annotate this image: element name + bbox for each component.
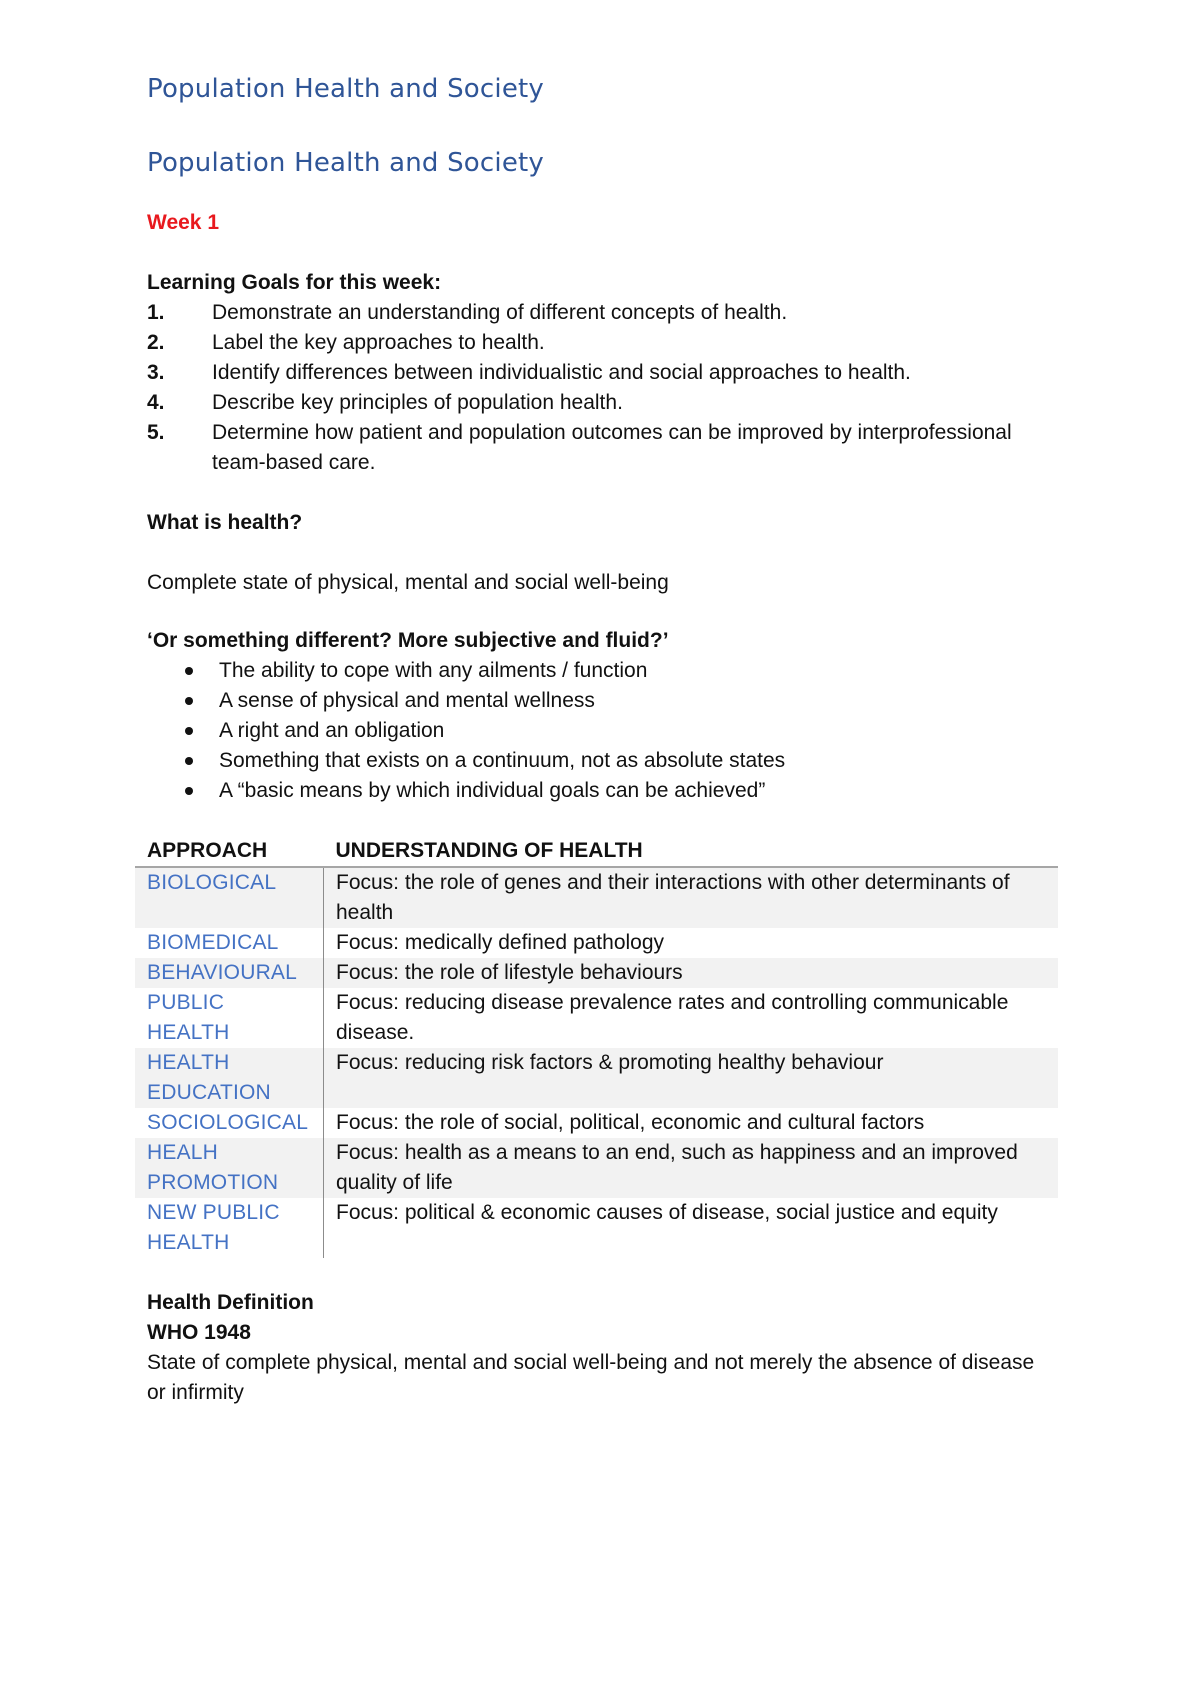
approach-cell: SOCIOLOGICAL [135,1108,324,1138]
list-item-text: A right and an obligation [219,719,445,742]
list-item-text: Label the key approaches to health. [212,331,545,354]
list-item-text: Demonstrate an understanding of different concepts of health. [212,301,788,324]
table-row [135,1138,1058,1198]
bullet-icon [185,727,193,735]
understanding-cell: Focus: medically defined pathology [336,931,665,954]
approach-cell: NEW PUBLIC HEALTH [135,1198,324,1258]
list-item [147,358,1057,388]
learning-goals-heading: Learning Goals for this week: [147,271,442,294]
learning-goals-list [147,298,1057,478]
list-item-text: A “basic means by which individual goals can be achieved” [219,779,766,802]
understanding-cell: Focus: health as a means to an end, such as happiness and an improved quality of life [324,1138,1059,1198]
understanding-cell: Focus: the role of genes and their interactions with other determinants of health [324,867,1059,928]
table-row [135,867,1058,928]
table-row [135,1108,1058,1138]
list-item [147,716,1057,746]
table-header-row [135,836,1058,867]
list-item [147,298,1057,328]
list-item-text: Describe key principles of population health. [212,391,623,414]
what-is-health-heading: What is health? [147,511,303,534]
table-row [135,1048,1058,1108]
approach-cell: BIOMEDICAL [135,928,324,958]
approaches-table [135,836,1058,1258]
table-row [135,1198,1058,1258]
column-header-understanding: UNDERSTANDING OF HEALTH [324,836,1059,867]
understanding-cell: Focus: reducing disease prevalence rates and controlling communicable disease. [336,991,1009,1044]
list-item [147,388,1057,418]
bullet-icon [185,787,193,795]
understanding-cell: Focus: the role of lifestyle behaviours [324,958,1059,988]
health-definition-text: State of complete physical, mental and social well-being and not merely the absence of disease or infirmity [147,1351,1035,1404]
list-item-text: A sense of physical and mental wellness [219,689,595,712]
list-item-text: Identify differences between individualistic and social approaches to health. [212,361,911,384]
approach-cell: BIOLOGICAL [135,867,324,928]
approach-cell: HEALH PROMOTION [135,1138,324,1198]
list-item [147,656,1057,686]
list-number: 5. [147,421,165,444]
list-item [147,776,1057,806]
health-definition-heading: Health Definition [147,1291,314,1314]
subjective-question: ‘Or something different? More subjective and fluid?’ [147,629,669,652]
list-item-text: Determine how patient and population outcomes can be improved by interprofessional team-based care. [212,421,1012,474]
understanding-cell: Focus: political & economic causes of disease, social justice and equity [336,1201,998,1224]
bullet-icon [185,667,193,675]
document-content [147,70,1057,1408]
table-row [135,958,1058,988]
health-definition-source: WHO 1948 [147,1321,251,1344]
health-concepts-list [147,656,1057,806]
week-label: Week 1 [147,211,219,234]
column-header-approach: APPROACH [135,836,324,867]
understanding-cell: Focus: the role of social, political, economic and cultural factors [336,1111,925,1134]
list-item [147,418,1057,478]
bullet-icon [185,697,193,705]
list-item [147,746,1057,776]
bullet-icon [185,757,193,765]
understanding-cell: Focus: reducing risk factors & promoting healthy behaviour [324,1048,1059,1108]
approach-cell: HEALTH EDUCATION [135,1048,324,1108]
table-row [135,928,1058,958]
approach-cell: BEHAVIOURAL [135,958,324,988]
list-number: 2. [147,331,165,354]
table-row [135,988,1058,1048]
list-number: 1. [147,301,165,324]
document-subtitle: Population Health and Society [147,148,544,178]
approach-cell: PUBLIC HEALTH [135,988,324,1048]
list-item [147,686,1057,716]
health-definition-line: Complete state of physical, mental and social well-being [147,571,669,594]
list-number: 3. [147,361,165,384]
list-item [147,328,1057,358]
list-item-text: The ability to cope with any ailments / function [219,659,648,682]
list-item-text: Something that exists on a continuum, not as absolute states [219,749,786,772]
list-number: 4. [147,391,165,414]
document-title: Population Health and Society [147,74,544,104]
